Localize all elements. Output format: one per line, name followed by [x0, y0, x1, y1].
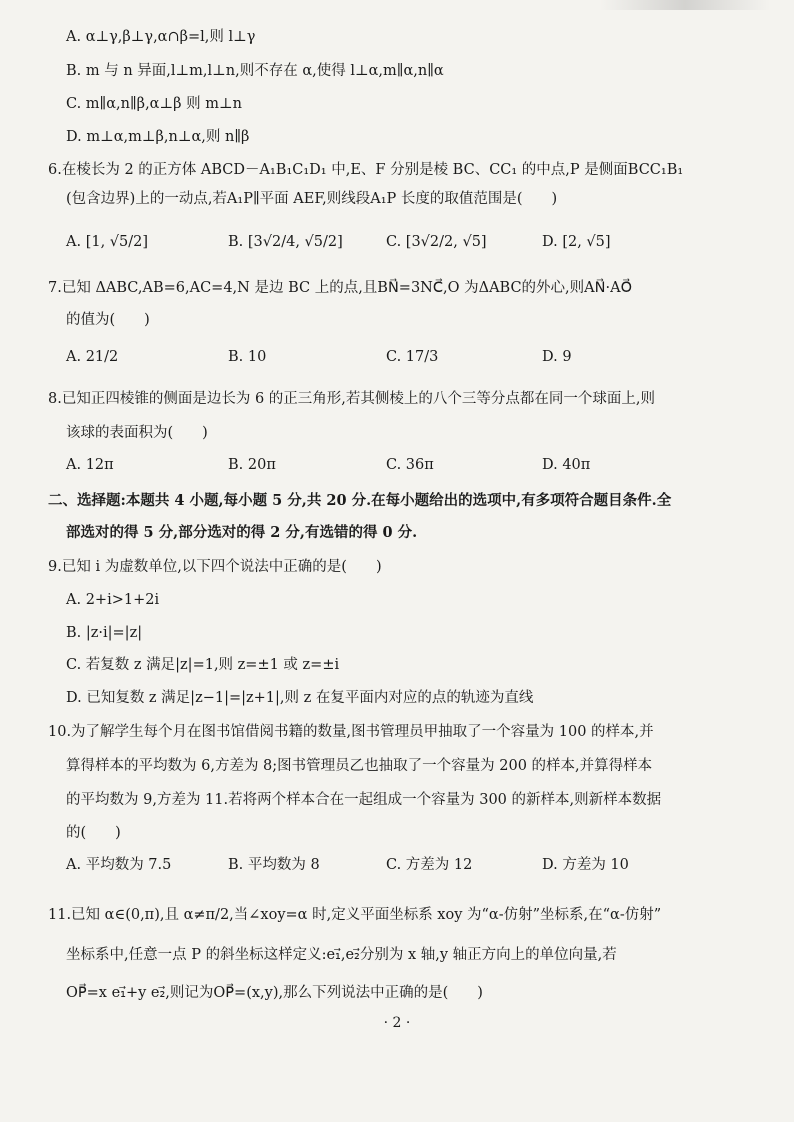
- q5-option-b: B. m 与 n 异面,l⊥m,l⊥n,则不存在 α,使得 l⊥α,m∥α,n∥α: [66, 63, 444, 79]
- q11-stem-line-2: 坐标系中,任意一点 P 的斜坐标这样定义:e₁⃗,e₂⃗分别为 x 轴,y 轴正方向上的单位向量,若: [66, 947, 617, 963]
- q8-option-c: C. 36π: [386, 457, 434, 473]
- q8-options: [66, 455, 766, 475]
- q5-option-d: D. m⊥α,m⊥β,n⊥α,则 n∥β: [66, 129, 250, 145]
- q7-option-c: C. 17/3: [386, 349, 439, 365]
- section-2-heading-line-1: 二、选择题:本题共 4 小题,每小题 5 分,共 20 分.在每小题给出的选项中,有多项符合题目条件.全: [48, 492, 672, 509]
- q10-options: [66, 855, 766, 875]
- q7-stem-line-1: 7.已知 ΔABC,AB=6,AC=4,N 是边 BC 上的点,且BN⃗=3NC⃗,O 为ΔABC的外心,则AN⃗·AO⃗: [48, 280, 632, 296]
- q9-stem: 9.已知 i 为虚数单位,以下四个说法中正确的是( ): [48, 559, 382, 575]
- q11-stem-line-3: OP⃗=x e₁⃗+y e₂⃗,则记为OP⃗=(x,y),那么下列说法中正确的是( ): [66, 985, 483, 1001]
- section-2-heading-line-2: 部选对的得 5 分,部分选对的得 2 分,有选错的得 0 分.: [66, 524, 418, 541]
- q9-option-a: A. 2+i>1+2i: [66, 592, 160, 608]
- q7-option-d: D. 9: [542, 349, 572, 365]
- page-number: · 2 ·: [383, 1015, 411, 1031]
- q7-stem-line-2: 的值为( ): [66, 312, 150, 328]
- q6-option-d: D. [2, √5]: [542, 234, 611, 250]
- q6-option-b: B. [3√2/4, √5/2]: [228, 234, 343, 250]
- q7-option-b: B. 10: [228, 349, 267, 365]
- q5-option-a: A. α⊥γ,β⊥γ,α∩β=l,则 l⊥γ: [66, 29, 256, 45]
- q8-option-d: D. 40π: [542, 457, 591, 473]
- q11-stem-line-1: 11.已知 α∈(0,π),且 α≠π/2,当∠xoy=α 时,定义平面坐标系 xoy 为“α-仿射”坐标系,在“α-仿射”: [48, 907, 662, 923]
- q7-option-a: A. 21/2: [66, 349, 119, 365]
- q9-option-d: D. 已知复数 z 满足|z−1|=|z+1|,则 z 在复平面内对应的点的轨迹为直线: [66, 690, 534, 706]
- q8-stem-line-2: 该球的表面积为( ): [66, 425, 208, 441]
- scan-smudge: [600, 0, 770, 10]
- q10-option-d: D. 方差为 10: [542, 857, 629, 873]
- q10-stem-line-4: 的( ): [66, 825, 121, 841]
- q6-options: [66, 222, 766, 262]
- q10-option-a: A. 平均数为 7.5: [66, 857, 172, 873]
- q10-stem-line-3: 的平均数为 9,方差为 11.若将两个样本合在一起组成一个容量为 300 的新样本,则新样本数据: [66, 792, 662, 808]
- q6-option-a: A. [1, √5/2]: [66, 234, 149, 250]
- q6-stem-line-2: (包含边界)上的一动点,若A₁P∥平面 AEF,则线段A₁P 长度的取值范围是( ): [66, 191, 558, 207]
- q7-options: [66, 337, 766, 377]
- q8-option-b: B. 20π: [228, 457, 276, 473]
- q9-option-c: C. 若复数 z 满足|z|=1,则 z=±1 或 z=±i: [66, 657, 340, 673]
- q10-option-c: C. 方差为 12: [386, 857, 473, 873]
- q5-option-c: C. m∥α,n∥β,α⊥β 则 m⊥n: [66, 96, 242, 112]
- q9-option-b: B. |z·i|=|z|: [66, 625, 143, 641]
- q10-stem-line-1: 10.为了解学生每个月在图书馆借阅书籍的数量,图书管理员甲抽取了一个容量为 100 的样本,并: [48, 724, 654, 740]
- q8-stem-line-1: 8.已知正四棱锥的侧面是边长为 6 的正三角形,若其侧棱上的八个三等分点都在同一个球面上,则: [48, 391, 655, 407]
- q6-option-c: C. [3√2/2, √5]: [386, 234, 487, 250]
- q10-option-b: B. 平均数为 8: [228, 857, 320, 873]
- q10-stem-line-2: 算得样本的平均数为 6,方差为 8;图书管理员乙也抽取了一个容量为 200 的样本,并算得样本: [66, 758, 653, 774]
- q8-option-a: A. 12π: [66, 457, 114, 473]
- q6-stem-line-1: 6.在棱长为 2 的正方体 ABCD－A₁B₁C₁D₁ 中,E、F 分别是棱 BC、CC₁ 的中点,P 是侧面BCC₁B₁: [48, 162, 684, 178]
